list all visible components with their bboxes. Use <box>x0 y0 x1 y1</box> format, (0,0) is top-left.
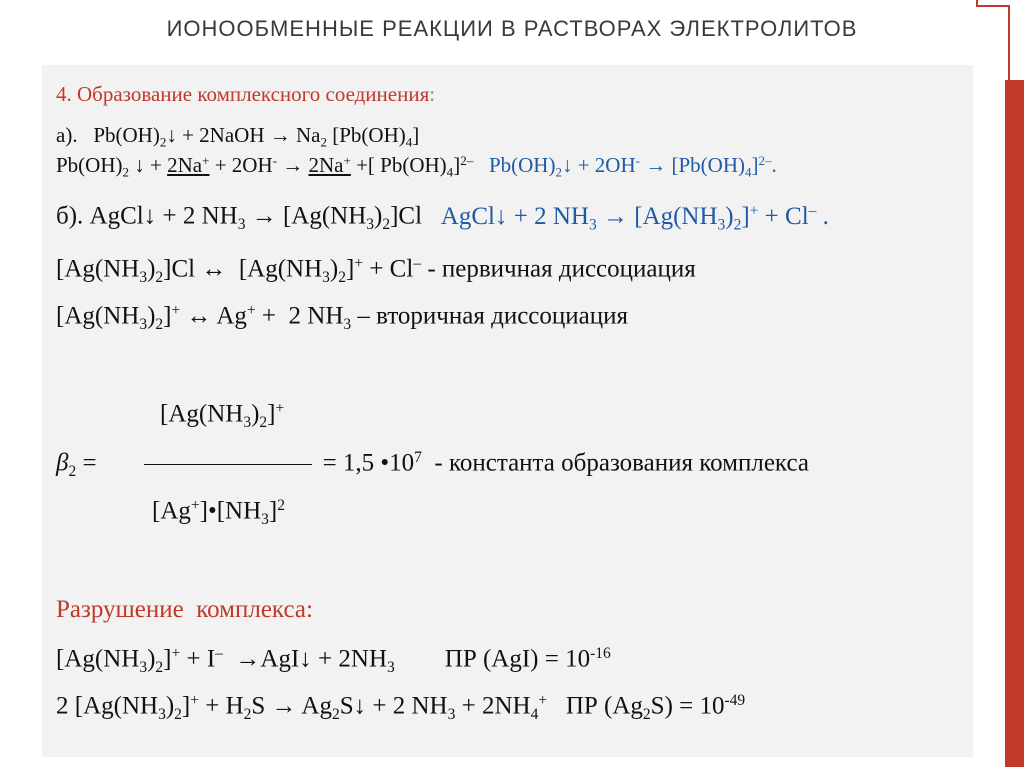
destruction-equation-2: 2 $[Ag(NH_3)_2]^+ + H_2S$ → $Ag_2S↓ + 2$ $NH_3 + 2NH_4^+$ ПР $(Ag_2S) = 10^{-49}$ <box>56 692 746 723</box>
content-panel <box>42 65 973 757</box>
equation-b-molecular: б). AgCl↓ + 2 $NH_3 \to [Ag(NH_3)_2]Cl$ AgCl↓ + 2 $NH_3 \to [Ag(NH_3)_2]^+ + Cl^-$ . <box>56 202 829 233</box>
section-heading-text: 4. Образование комплексного соединения <box>56 82 430 106</box>
equation-a-molecular: а). $Pb(OH)_2↓$ + 2NaOH → $Na_2$ $[Pb(OH)_4]$ <box>56 123 420 150</box>
equation-a-short-ionic: $Pb(OH)_2↓ + 2OH^- \to [Pb(OH)_4]^{2-}$. <box>488 153 777 180</box>
section-heading-colon: : <box>429 82 436 106</box>
destruction-heading: Разрушение комплекса: <box>56 596 313 623</box>
section-heading <box>56 82 435 107</box>
destruction-equation-1: $[Ag(NH_3)_2]^+ + I^-$ →AgI↓ + $2NH_3$ ПР $(AgI) = 10^{-16}$ <box>56 645 611 676</box>
corner-frame-decoration <box>975 0 1024 767</box>
constant-denominator: $[Ag^+]•[NH_3]^2$ <box>152 497 285 528</box>
primary-dissociation: $[Ag(NH_3)_2]Cl$ ↔ $[Ag(NH_3)_2]^+ + Cl^-$ - первичная диссоциация <box>56 255 696 286</box>
stability-constant: $\beta_2$ = = 1,5 $•10^7$ - константа образования комплекса <box>56 449 809 480</box>
equation-a-ionic: $Pb(OH)_2$ ↓ + 2Na+ + 2OH- → 2Na+ +[ $Pb(OH)_4]^{2-}$ $Pb(OH)_2↓ + 2OH^- \to [Pb(OH)_4]^{2-}$. <box>56 153 777 180</box>
constant-numerator: $[Ag(NH_3)_2]^+$ <box>160 400 285 431</box>
fraction-bar <box>144 464 312 465</box>
equation-b-ionic: AgCl↓ + 2 $NH_3 \to [Ag(NH_3)_2]^+ + Cl^-$ . <box>440 202 829 233</box>
secondary-dissociation: $[Ag(NH_3)_2]^+$ ↔ Ag+ + 2 $NH_3$ – вторичная диссоциация <box>56 302 628 333</box>
slide-title: ИОНООБМЕННЫЕ РЕАКЦИИ В РАСТВОРАХ ЭЛЕКТРОЛИТОВ <box>166 16 858 41</box>
